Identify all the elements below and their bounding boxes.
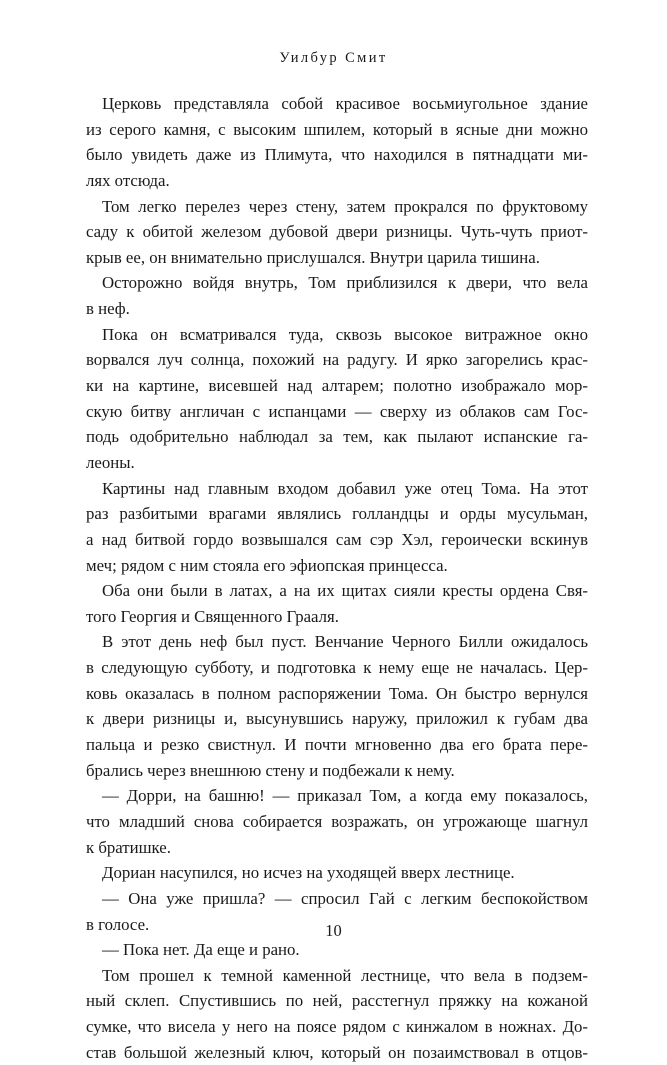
text-line: лях отсюда. (86, 170, 170, 190)
page-number: 10 (325, 921, 342, 940)
text-line: того Георгия и Священного Грааля. (86, 606, 339, 626)
text-line: Оба они были в латах, а на их щитах сияли кресты ордена Свя- (102, 581, 588, 601)
text-line: пальца и резко свистнул. И почти мгновенно два его брата пере- (86, 735, 588, 755)
text-line: сумке, что висела у него на поясе рядом с кинжалом в ножнах. До- (86, 1017, 588, 1037)
paragraph (86, 783, 588, 860)
text-line: меч; рядом с ним стояла его эфиопская принцесса. (86, 555, 448, 575)
paragraph (86, 270, 588, 321)
text-line: — Дорри, на башню! — приказал Том, а когда ему показалось, (102, 786, 588, 806)
text-line: — Пока нет. Да еще и рано. (102, 940, 300, 960)
text-line: леоны. (86, 452, 135, 472)
paragraph (86, 629, 588, 783)
text-line: ковь оказалась в полном распоряжении Тома. Он быстро вернулся (86, 683, 588, 703)
text-line: в неф. (86, 299, 130, 319)
text-line: В этот день неф был пуст. Венчание Черного Билли ожидалось (102, 632, 588, 652)
text-line: к братишке. (86, 837, 171, 857)
text-line: Церковь представляла собой красивое восьмиугольное здание (102, 94, 588, 113)
text-line: а над битвой гордо возвышался сам сэр Хэл, героически вскинув (86, 529, 588, 549)
text-line: из серого камня, с высоким шпилем, который в ясные дни можно (86, 119, 588, 139)
text-line: раз разбитыми врагами являлись голландцы и орды мусульман, (86, 504, 588, 524)
text-line: скую битву англичан с испанцами — сверху из облаков сам Гос- (86, 401, 588, 421)
text-line: Том прошел к темной каменной лестнице, что вела в подзем- (102, 965, 588, 985)
text-line: ворвался луч солнца, похожий на радугу. И ярко загорелись крас- (86, 350, 588, 370)
text-line: став большой железный ключ, который он позаимствовал в отцов- (86, 1042, 588, 1062)
paragraph (86, 322, 588, 476)
text-line: что младший снова собирается возражать, он угрожающе шагнул (86, 811, 588, 831)
running-head-author: Уилбур Смит (279, 50, 388, 66)
text-line: брались через внешнюю стену и подбежали к нему. (86, 760, 455, 780)
text-line: — Она уже пришла? — спросил Гай с легким беспокойством (102, 888, 588, 908)
text-line: в следующую субботу, и подготовка к нему еще не началась. Цер- (86, 658, 588, 678)
paragraph (86, 476, 588, 579)
paragraph (86, 860, 588, 886)
text-line: ки на картине, висевшей над алтарем; полотно изображало мор- (86, 376, 588, 396)
paragraph (86, 578, 588, 629)
text-line: Том легко перелез через стену, затем прокрался по фруктовому (102, 196, 588, 216)
text-line: к двери ризницы и, высунувшись наружу, приложил к губам два (86, 709, 588, 729)
text-line: Картины над главным входом добавил уже отец Тома. На этот (102, 478, 588, 498)
paragraph (86, 963, 588, 1065)
text-line: в голосе. (86, 914, 150, 934)
text-line: саду к обитой железом дубовой двери ризницы. Чуть-чуть приот- (86, 222, 588, 242)
text-line: Осторожно войдя внутрь, Том приблизился к двери, что вела (102, 273, 588, 293)
text-line: Дориан насупился, но исчез на уходящей вверх лестнице. (102, 863, 515, 883)
text-line: подь одобрительно наблюдал за тем, как пылают испанские га- (86, 427, 588, 447)
text-line: ный склеп. Спустившись по ней, расстегнул пряжку на кожаной (86, 991, 588, 1011)
paragraph (86, 91, 588, 194)
paragraph (86, 194, 588, 271)
text-line: Пока он всматривался туда, сквозь высокое витражное окно (102, 324, 588, 344)
text-line: крыв ее, он внимательно прислушался. Внутри царила тишина. (86, 247, 540, 267)
body-text (86, 91, 588, 1065)
text-line: было увидеть даже из Плимута, что находился в пятнадцати ми- (86, 145, 588, 165)
